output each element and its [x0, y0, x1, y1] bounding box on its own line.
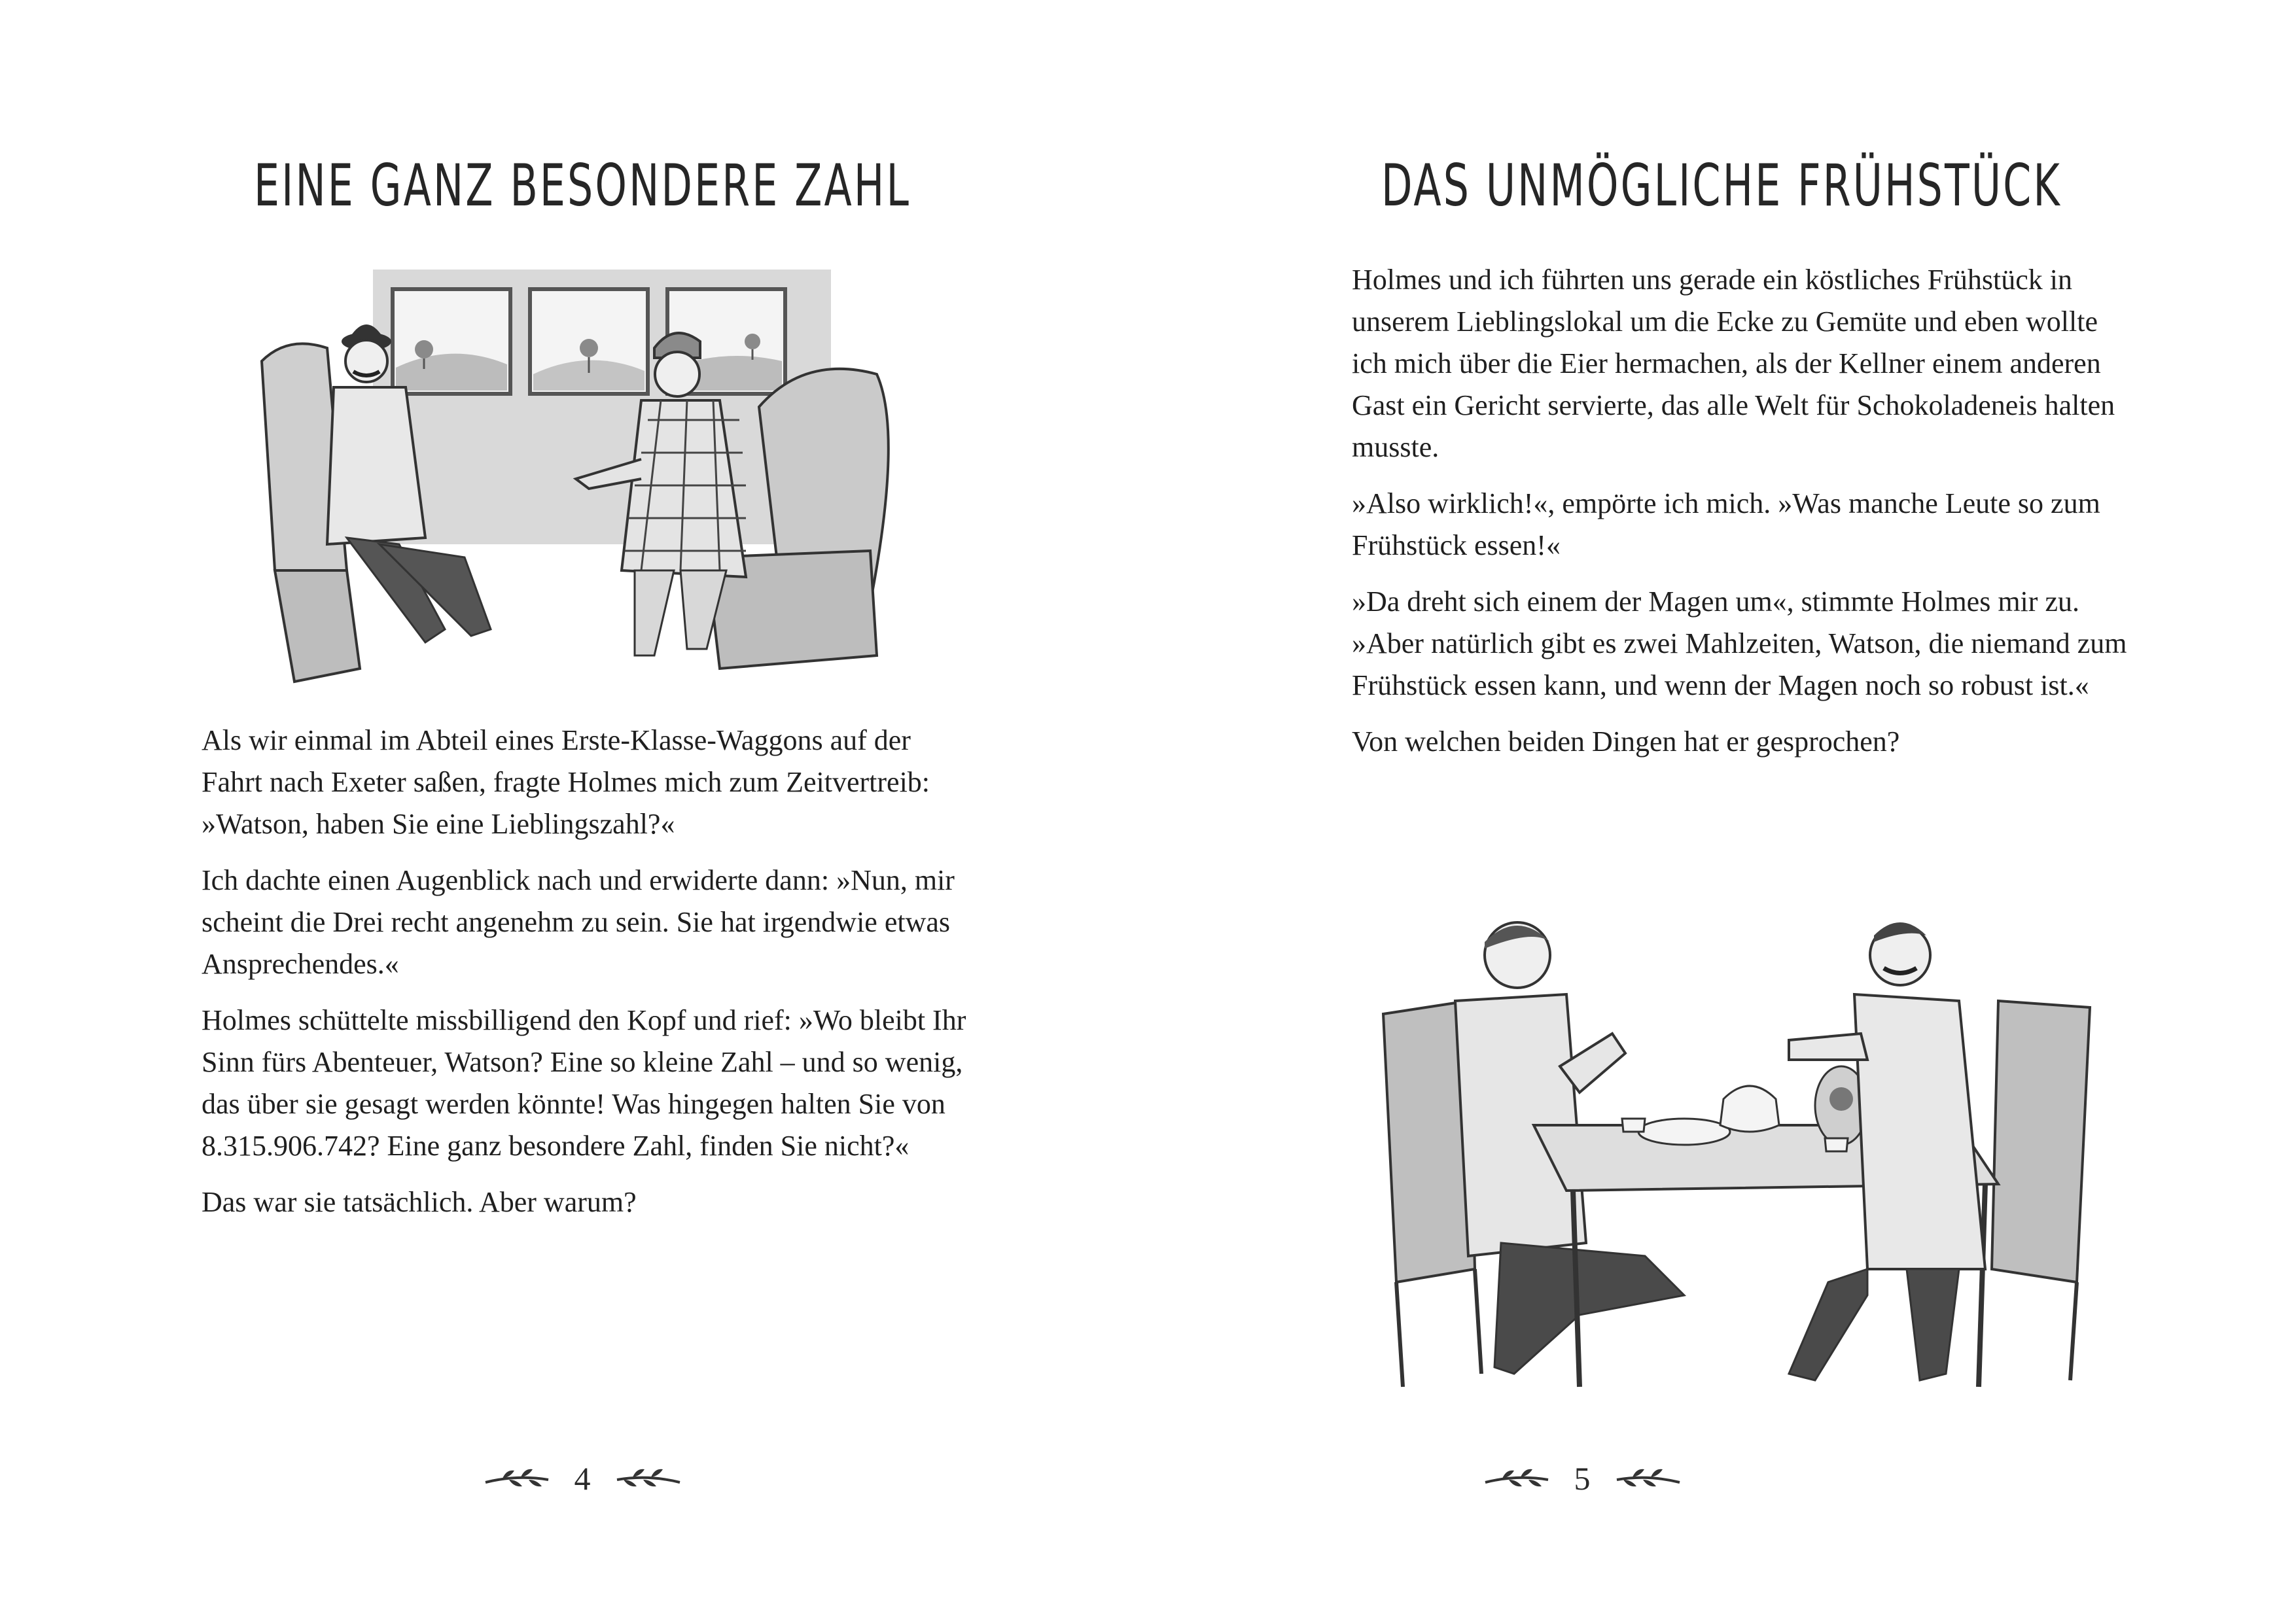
sprig-ornament-icon — [614, 1465, 682, 1492]
paragraph: Das war sie tatsächlich. Aber warum? — [202, 1186, 637, 1218]
train-compartment-illustration — [249, 263, 929, 695]
right-page — [1148, 0, 2295, 1623]
left-page-title: EINE GANZ BESONDERE ZAHL — [254, 152, 911, 219]
paragraph: Holmes schüttelte missbilligend den Kopf und rief: »Wo bleibt Ihr Sinn fürs Abenteuer, Watson? Eine so kleine Zahl – und so wenig, das über sie gesagt werden könnte! Was hingegen halten Sie von 8.315.906.742? Eine ganz besondere Zahl, finden Sie nicht?« — [202, 1004, 966, 1162]
breakfast-table-illustration — [1370, 903, 2103, 1393]
sprig-ornament-icon — [483, 1465, 551, 1492]
paragraph: Holmes und ich führten uns gerade ein köstliches Frühstück in unserem Lieblingslokal um die Ecke zu Gemüte und eben wollte ich mich über die Eier hermachen, als der Kellner einem anderen Gast ein Gericht servierte, das alle Welt für Schokoladeneis halten musste. — [1352, 264, 2115, 463]
paragraph: »Da dreht sich einem der Magen um«, stimmte Holmes mir zu. »Aber natürlich gibt es zwei Mahlzeiten, Watson, die niemand zum Frühstück essen kann, und wenn der Magen noch so robust ist.« — [1352, 585, 2127, 701]
paragraph: Von welchen beiden Dingen hat er gesprochen? — [1352, 725, 1900, 758]
paragraph: »Also wirklich!«, empörte ich mich. »Was manche Leute so zum Frühstück essen!« — [1352, 487, 2100, 561]
left-page-text — [202, 720, 974, 1238]
sprig-ornament-icon — [1614, 1465, 1682, 1492]
paragraph: Ich dachte einen Augenblick nach und erwiderte dann: »Nun, mir scheint die Drei recht angenehm zu sein. Sie hat irgendwie etwas Ansprechendes.« — [202, 864, 955, 980]
paragraph: Als wir einmal im Abteil eines Erste-Klasse-Waggons auf der Fahrt nach Exeter saßen, fragte Holmes mich zum Zeitvertreib: »Watson, haben Sie eine Lieblingszahl?« — [202, 724, 930, 840]
left-page-folio — [451, 1456, 713, 1501]
page-number: 5 — [1574, 1460, 1591, 1497]
right-page-folio — [1451, 1456, 1713, 1501]
page-number: 4 — [574, 1460, 591, 1497]
right-page-text — [1352, 259, 2137, 777]
right-page-title: DAS UNMÖGLICHE FRÜHSTÜCK — [1381, 152, 2062, 219]
sprig-ornament-icon — [1483, 1465, 1551, 1492]
